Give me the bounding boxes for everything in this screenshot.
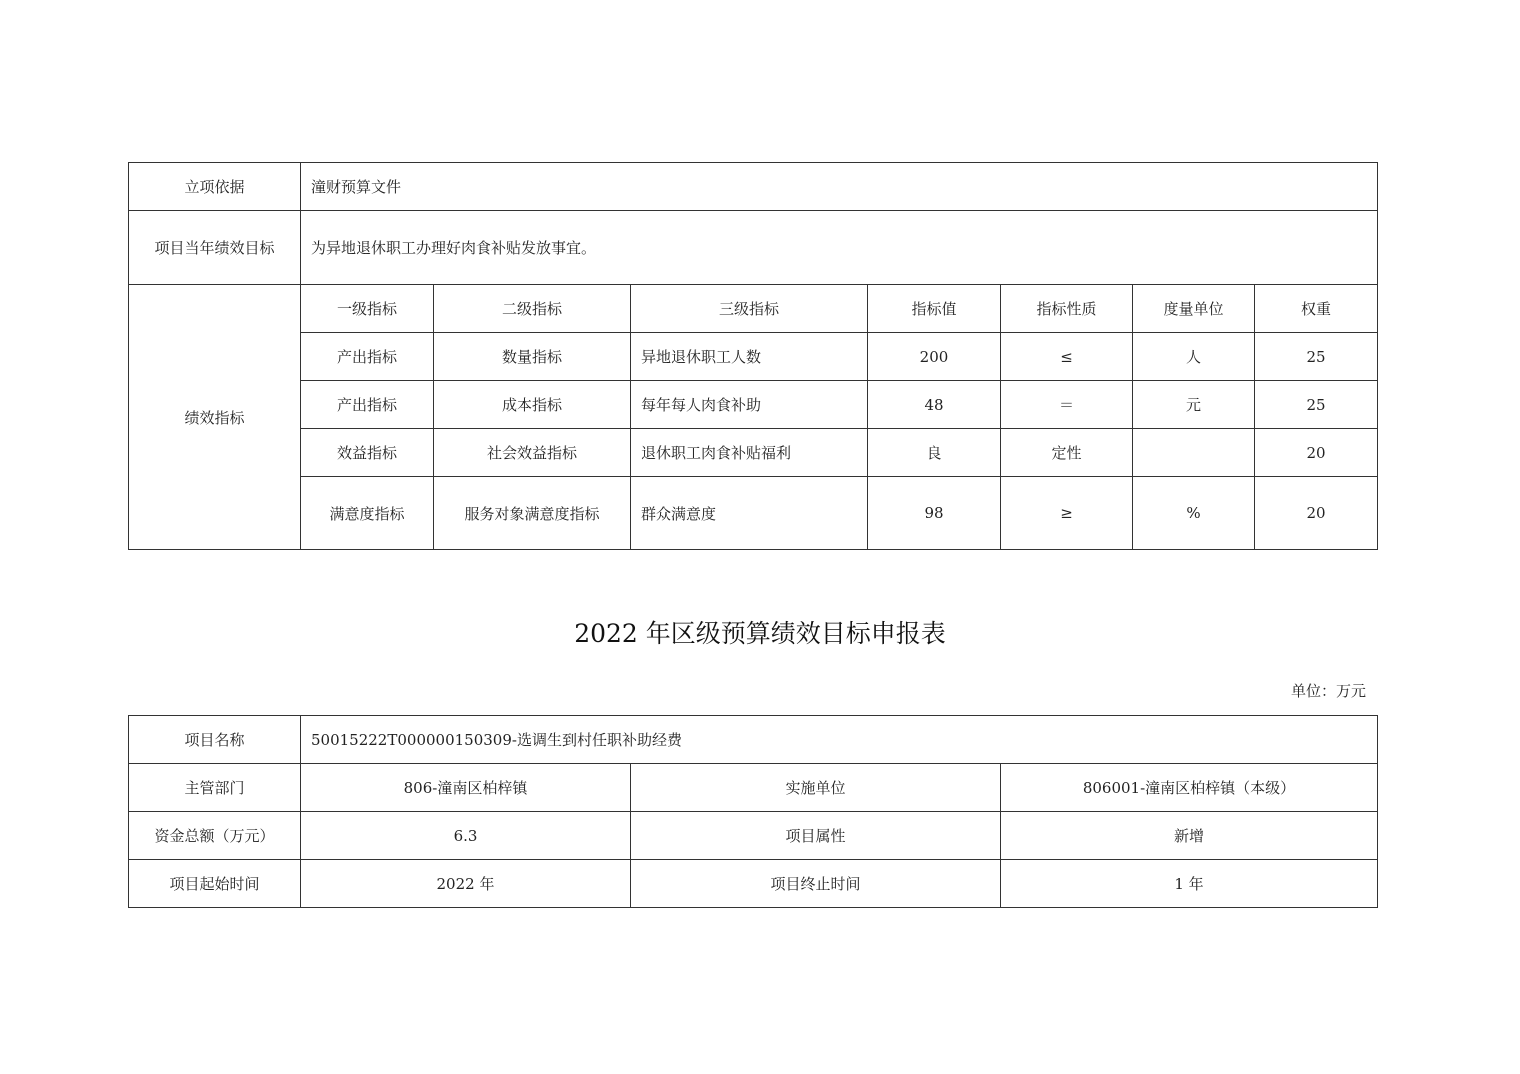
table-header-row [129,285,1378,333]
dept-value: 806-潼南区柏梓镇 [301,764,631,812]
level1-indicator: 产出指标 [301,381,434,429]
indicator-nature: 定性 [1001,429,1133,477]
goal-label: 项目当年绩效目标 [129,211,301,285]
indicator-value: 98 [868,477,1001,550]
level3-indicator: 退休职工肉食补贴福利 [631,429,868,477]
table-row [129,812,1378,860]
impl-unit-label: 实施单位 [631,764,1001,812]
fund-total-value: 6.3 [301,812,631,860]
weight: 25 [1255,333,1378,381]
project-name-label: 项目名称 [129,716,301,764]
level2-indicator: 社会效益指标 [434,429,631,477]
level1-indicator: 效益指标 [301,429,434,477]
table-row [129,381,1378,429]
measure-unit: % [1133,477,1255,550]
measure-unit: 元 [1133,381,1255,429]
column-header: 二级指标 [434,285,631,333]
impl-unit-value: 806001-潼南区柏梓镇（本级） [1001,764,1378,812]
table-row [129,333,1378,381]
level3-indicator: 异地退休职工人数 [631,333,868,381]
performance-indicator-table [128,162,1378,550]
column-header: 指标值 [868,285,1001,333]
level1-indicator: 满意度指标 [301,477,434,550]
fund-total-label: 资金总额（万元） [129,812,301,860]
goal-value: 为异地退休职工办理好肉食补贴发放事宜。 [301,211,1378,285]
measure-unit: 人 [1133,333,1255,381]
table-row [129,716,1378,764]
indicator-nature: ＝ [1001,381,1133,429]
column-header: 三级指标 [631,285,868,333]
level1-indicator: 产出指标 [301,333,434,381]
level2-indicator: 服务对象满意度指标 [434,477,631,550]
level2-indicator: 数量指标 [434,333,631,381]
basis-value: 潼财预算文件 [301,163,1378,211]
indicator-value: 200 [868,333,1001,381]
level3-indicator: 每年每人肉食补助 [631,381,868,429]
weight: 20 [1255,429,1378,477]
unit-label: 单位：万元 [1290,682,1366,700]
start-time-value: 2022 年 [301,860,631,908]
project-attr-label: 项目属性 [631,812,1001,860]
indicator-nature: ≥ [1001,477,1133,550]
project-name-value: 50015222T000000150309-选调生到村任职补助经费 [301,716,1378,764]
table-row [129,860,1378,908]
project-attr-value: 新增 [1001,812,1378,860]
column-header: 度量单位 [1133,285,1255,333]
indicator-value: 48 [868,381,1001,429]
table-row [129,429,1378,477]
table-row [129,163,1378,211]
column-header: 指标性质 [1001,285,1133,333]
table-row [129,764,1378,812]
table-row [129,477,1378,550]
table-row [129,211,1378,285]
weight: 25 [1255,381,1378,429]
indicator-nature: ≤ [1001,333,1133,381]
column-header: 权重 [1255,285,1378,333]
project-info-table [128,715,1378,908]
start-time-label: 项目起始时间 [129,860,301,908]
measure-unit [1133,429,1255,477]
end-time-value: 1 年 [1001,860,1378,908]
basis-label: 立项依据 [129,163,301,211]
level2-indicator: 成本指标 [434,381,631,429]
indicator-value: 良 [868,429,1001,477]
level3-indicator: 群众满意度 [631,477,868,550]
dept-label: 主管部门 [129,764,301,812]
page-title: 2022 年区级预算绩效目标申报表 [574,619,946,648]
weight: 20 [1255,477,1378,550]
end-time-label: 项目终止时间 [631,860,1001,908]
indicators-label: 绩效指标 [129,285,301,550]
column-header: 一级指标 [301,285,434,333]
